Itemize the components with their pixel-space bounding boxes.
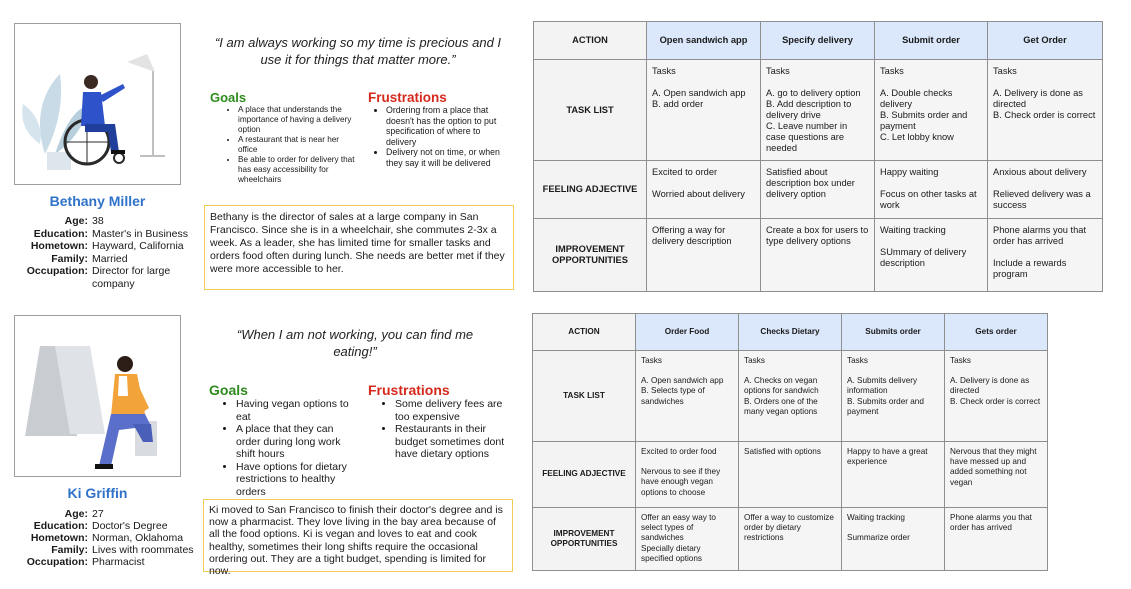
persona-1-illustration — [14, 23, 181, 185]
column-header: Checks Dietary — [739, 314, 842, 351]
table-cell: Phone alarms you that order has arrived — [945, 508, 1048, 571]
table-corner-header: ACTION — [533, 314, 636, 351]
table-cell: Happy waiting Focus on other tasks at work — [875, 161, 988, 219]
column-header: Submits order — [842, 314, 945, 351]
table-cell: Create a box for users to type delivery options — [761, 219, 875, 292]
table-cell: Tasks A. Double checks delivery B. Submits order and payment C. Let lobby know — [875, 60, 988, 161]
persona-2-name: Ki Griffin — [67, 485, 128, 501]
info-row: Hometown: Norman, Oklahoma — [30, 532, 184, 544]
table-cell: Tasks A. Checks on vegan options for sandwich B. Orders one of the many vegan options — [739, 351, 842, 442]
table-cell: Excited to order food Nervous to see if they have enough vegan options to choose — [636, 442, 739, 508]
persona-2-story: Ki moved to San Francisco to finish their doctor's degree and is now a pharmacist. They love living in the bay area because of all the food options. Ki is vegan and loves to eat and cook healthy, sometimes their long shifts require the occasional ordering out. They are a tight budget, spending is limited for now. — [203, 499, 513, 572]
table-cell: Happy to have a great experience — [842, 442, 945, 508]
journey-table-1 — [533, 21, 1103, 292]
persona-2-illustration — [14, 315, 181, 477]
table-cell: Tasks A. Delivery is done as directed B. Check order is correct — [988, 60, 1103, 161]
column-header: Order Food — [636, 314, 739, 351]
column-header: Specify delivery — [761, 22, 875, 60]
info-row: Occupation: Director for large company — [26, 265, 171, 290]
info-row: Education: Master's in Business — [33, 227, 188, 240]
row-header: FEELING ADJECTIVE — [534, 161, 647, 219]
table-cell: Offer a way to customize order by dietary restrictions — [739, 508, 842, 571]
row-header: TASK LIST — [533, 351, 636, 442]
row-header: IMPROVEMENT OPPORTUNITIES — [534, 219, 647, 292]
row-header: TASK LIST — [534, 60, 647, 161]
goal-item: • A place that they can order during long work shift hours — [236, 423, 359, 461]
row-header: IMPROVEMENT OPPORTUNITIES — [533, 508, 636, 571]
goal-item: • Having vegan options to eat — [236, 398, 359, 423]
frustration-item: • Ordering from a place that doesn't has the option to put specification of where to delivery — [386, 105, 513, 147]
table-cell: Tasks A. go to delivery option B. Add description to delivery drive C. Leave number in case questions are needed — [761, 60, 875, 161]
table-cell: Phone alarms you that order has arrived Include a rewards program — [988, 219, 1103, 292]
table-cell: Tasks A. Delivery is done as directed B. Check order is correct — [945, 351, 1048, 442]
frustration-item: • Some delivery fees are too expensive — [395, 398, 513, 423]
table-cell: Tasks A. Open sandwich app B. Selects type of sandwiches — [636, 351, 739, 442]
persona-1-info — [0, 215, 200, 290]
goal-item: • A restaurant that is near her office — [238, 135, 360, 155]
frustration-item: • Restaurants in their budget sometimes dont have dietary options — [395, 423, 513, 461]
table-cell: Anxious about delivery Relieved delivery was a success — [988, 161, 1103, 219]
table-cell: Waiting tracking SUmmary of delivery description — [875, 219, 988, 292]
column-header: Submit order — [875, 22, 988, 60]
info-row: Occupation: Pharmacist — [26, 556, 145, 568]
persona-1-quote: “I am always working so my time is precious and I use it for things that matter more.” — [214, 35, 502, 67]
goal-item: • Be able to order for delivery that has easy accessibility for wheelchairs — [238, 155, 360, 185]
persona-2-frustrations — [368, 382, 513, 461]
row-header: FEELING ADJECTIVE — [533, 442, 636, 508]
table-cell: Nervous that they might have messed up and added something not vegan — [945, 442, 1048, 508]
column-header: Open sandwich app — [647, 22, 761, 60]
table-corner-header: ACTION — [534, 22, 647, 60]
persona-1-name: Bethany Miller — [49, 193, 146, 209]
column-header: Gets order — [945, 314, 1048, 351]
table-cell: Offering a way for delivery description — [647, 219, 761, 292]
info-row: Hometown: Hayward, California — [30, 240, 184, 252]
table-cell: Excited to order Worried about delivery — [647, 161, 761, 219]
table-cell: Satisfied with options — [739, 442, 842, 508]
frustration-item: • Delivery not on time, or when they say it will be delivered — [386, 147, 513, 168]
table-cell: Waiting tracking Summarize order — [842, 508, 945, 571]
table-cell: Offer an easy way to select types of sandwiches Specially dietary specified options — [636, 508, 739, 571]
info-row: Age: 27 — [64, 508, 104, 520]
table-cell: Tasks A. Open sandwich app B. add order — [647, 60, 761, 161]
persona-2-info — [0, 508, 200, 568]
goal-item: • Have options for dietary restrictions to healthy orders — [236, 461, 359, 499]
table-cell: Tasks A. Submits delivery information B. Submits order and payment — [842, 351, 945, 442]
persona-1-story: Bethany is the director of sales at a large company in San Francisco. Since she is in a wheelchair, she commutes 2-3x a week. As a leader, she has limited time for smaller tasks and orders food often during lunch. She needs are better met if they were more accessible to her. — [204, 205, 514, 290]
table-cell: Satisfied about description box under delivery option — [761, 161, 875, 219]
info-row: Family: Lives with roommates — [51, 544, 194, 556]
info-row: Family: Married — [51, 252, 128, 265]
persona-2-goals — [209, 382, 359, 498]
goals-heading: Goals — [210, 90, 247, 105]
goals-heading: Goals — [209, 382, 248, 398]
persona-1-frustrations — [368, 90, 513, 168]
frustrations-heading: Frustrations — [368, 90, 447, 105]
info-row: Age: 38 — [64, 215, 104, 227]
frustrations-heading: Frustrations — [368, 382, 450, 398]
journey-table-2 — [532, 313, 1048, 571]
persona-1-goals — [210, 90, 360, 185]
persona-2-quote: “When I am not working, you can find me eating!” — [236, 327, 474, 359]
column-header: Get Order — [988, 22, 1103, 60]
goal-item: • A place that understands the importance of having a delivery option — [238, 105, 360, 135]
info-row: Education: Doctor's Degree — [33, 520, 168, 532]
